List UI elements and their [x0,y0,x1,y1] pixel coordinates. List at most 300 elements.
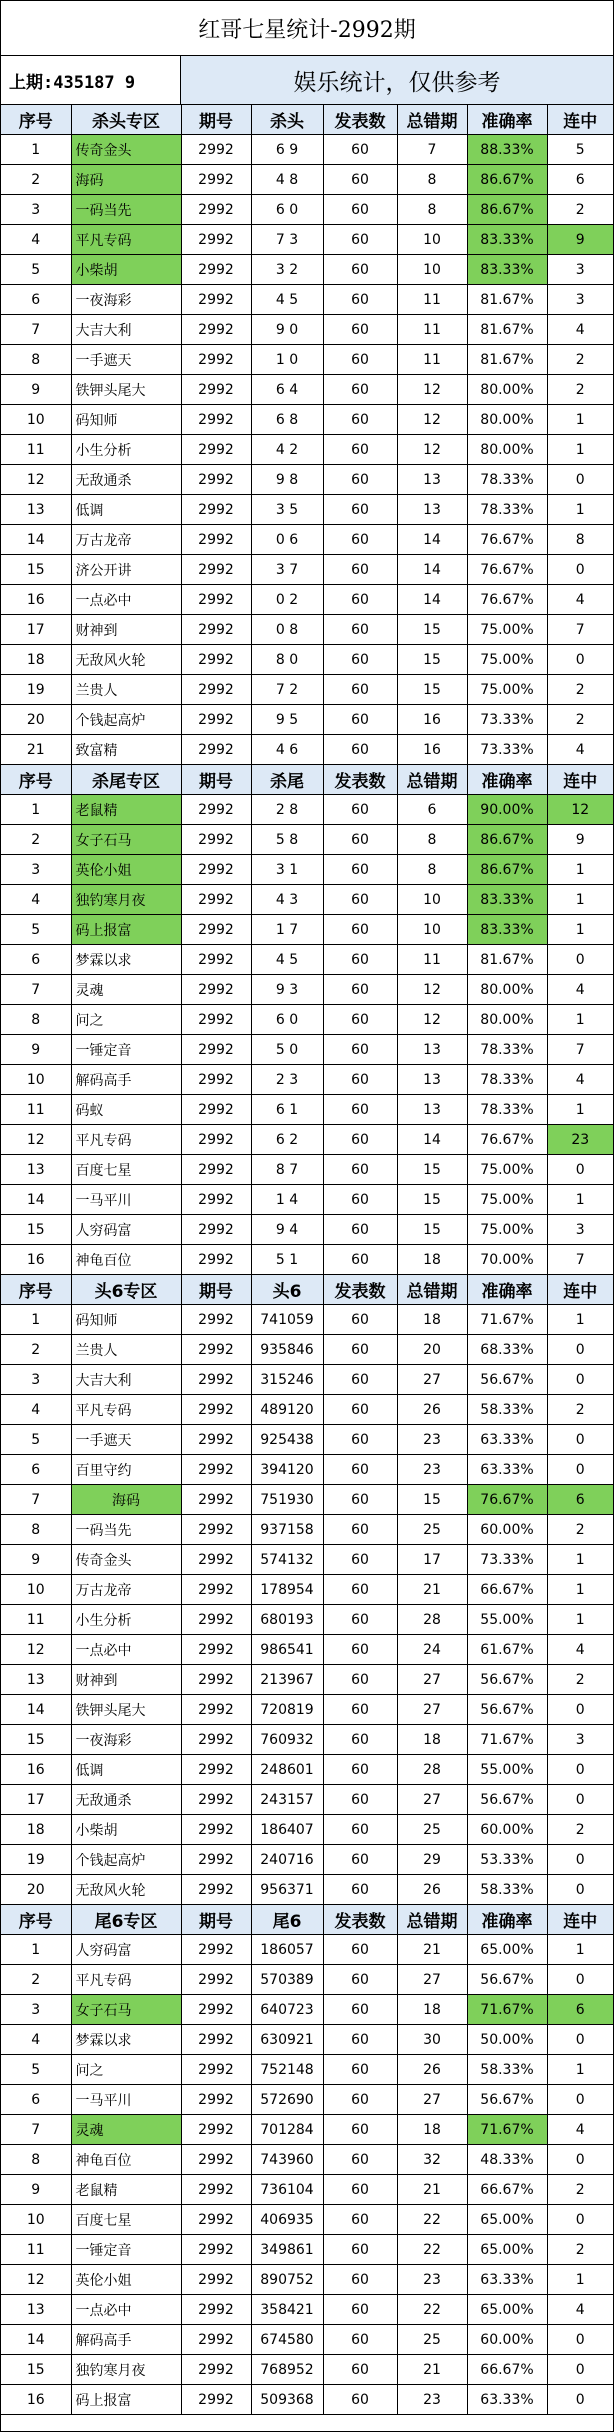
cell-streak: 0 [547,2385,613,2415]
cell-published: 60 [323,2085,397,2115]
table-row [1,825,613,855]
cell-published: 60 [323,495,397,525]
cell-misses: 10 [397,225,467,255]
cell-streak: 0 [547,1845,613,1875]
cell-issue: 2992 [181,1845,251,1875]
cell-streak: 1 [547,1935,613,1965]
cell-name: 平凡专码 [71,1395,181,1425]
cell-pick: 6 4 [251,375,323,405]
cell-published: 60 [323,2355,397,2385]
cell-name: 海码 [71,165,181,195]
cell-name: 平凡专码 [71,225,181,255]
cell-misses: 30 [397,2025,467,2055]
cell-name: 码上报富 [71,2385,181,2415]
cell-issue: 2992 [181,705,251,735]
cell-issue: 2992 [181,495,251,525]
cell-issue: 2992 [181,615,251,645]
table-row [1,1155,613,1185]
table-row [1,2115,613,2145]
cell-streak: 1 [547,915,613,945]
table-row [1,1755,613,1785]
cell-accuracy: 63.33% [467,2385,547,2415]
cell-streak: 2 [547,375,613,405]
cell-streak: 2 [547,1815,613,1845]
cell-pick: 986541 [251,1635,323,1665]
cell-pick: 768952 [251,2355,323,2385]
cell-name: 致富精 [71,735,181,765]
table-row [1,1005,613,1035]
cell-streak: 2 [547,2175,613,2205]
section-header-row [1,105,613,135]
cell-issue: 2992 [181,2115,251,2145]
cell-name: 海码 [71,1485,181,1515]
table-row [1,345,613,375]
table-row [1,1485,613,1515]
cell-streak: 1 [547,885,613,915]
cell-published: 60 [323,1365,397,1395]
table-row [1,1575,613,1605]
cell-index: 15 [1,555,71,585]
header-accuracy: 准确率 [467,1905,547,1935]
table-row [1,795,613,825]
cell-pick: 406935 [251,2205,323,2235]
cell-pick: 4 8 [251,165,323,195]
cell-name: 人穷码富 [71,1215,181,1245]
cell-published: 60 [323,1605,397,1635]
cell-accuracy: 60.00% [467,2325,547,2355]
cell-pick: 9 4 [251,1215,323,1245]
cell-published: 60 [323,405,397,435]
table-row [1,2265,613,2295]
table-row [1,1305,613,1335]
cell-accuracy: 90.00% [467,795,547,825]
cell-pick: 674580 [251,2325,323,2355]
cell-index: 9 [1,2175,71,2205]
cell-name: 小柴胡 [71,1815,181,1845]
cell-name: 小生分析 [71,435,181,465]
cell-index: 15 [1,1725,71,1755]
table-row [1,1605,613,1635]
cell-misses: 16 [397,705,467,735]
cell-accuracy: 53.33% [467,1845,547,1875]
cell-index: 6 [1,1455,71,1485]
cell-streak: 0 [547,1155,613,1185]
cell-accuracy: 73.33% [467,1545,547,1575]
cell-pick: 7 2 [251,675,323,705]
cell-accuracy: 58.33% [467,1395,547,1425]
cell-streak: 1 [547,405,613,435]
cell-streak: 1 [547,1575,613,1605]
cell-pick: 743960 [251,2145,323,2175]
section-header-row [1,765,613,795]
table-row [1,2025,613,2055]
cell-misses: 21 [397,1575,467,1605]
cell-published: 60 [323,345,397,375]
table-row [1,1065,613,1095]
cell-issue: 2992 [181,1035,251,1065]
cell-index: 11 [1,1605,71,1635]
cell-misses: 24 [397,1635,467,1665]
cell-accuracy: 56.67% [467,2085,547,2115]
cell-pick: 9 3 [251,975,323,1005]
cell-index: 6 [1,2085,71,2115]
cell-accuracy: 58.33% [467,2055,547,2085]
table-row [1,1035,613,1065]
cell-name: 无敌通杀 [71,465,181,495]
cell-index: 7 [1,1485,71,1515]
cell-issue: 2992 [181,1875,251,1905]
cell-index: 12 [1,2265,71,2295]
table-row [1,1335,613,1365]
cell-accuracy: 71.67% [467,2115,547,2145]
cell-issue: 2992 [181,1695,251,1725]
table-row [1,375,613,405]
header-issue: 期号 [181,105,251,135]
cell-name: 个钱起高炉 [71,705,181,735]
table-row [1,2385,613,2415]
cell-misses: 23 [397,1425,467,1455]
cell-pick: 736104 [251,2175,323,2205]
cell-accuracy: 88.33% [467,135,547,165]
cell-issue: 2992 [181,1665,251,1695]
cell-accuracy: 76.67% [467,1125,547,1155]
cell-index: 16 [1,1245,71,1275]
cell-streak: 1 [547,2055,613,2085]
cell-misses: 23 [397,1455,467,1485]
cell-streak: 0 [547,2325,613,2355]
cell-published: 60 [323,1395,397,1425]
cell-name: 兰贵人 [71,1335,181,1365]
cell-index: 14 [1,525,71,555]
cell-index: 2 [1,1335,71,1365]
cell-name: 问之 [71,2055,181,2085]
cell-misses: 23 [397,2385,467,2415]
table-row [1,2205,613,2235]
table-row [1,1845,613,1875]
cell-accuracy: 78.33% [467,1065,547,1095]
cell-issue: 2992 [181,735,251,765]
cell-misses: 21 [397,1935,467,1965]
cell-index: 4 [1,885,71,915]
cell-misses: 14 [397,525,467,555]
table-row [1,585,613,615]
cell-streak: 0 [547,2355,613,2385]
cell-index: 3 [1,1995,71,2025]
cell-pick: 5 1 [251,1245,323,1275]
cell-index: 19 [1,675,71,705]
cell-misses: 15 [397,1485,467,1515]
cell-name: 一锤定音 [71,2235,181,2265]
cell-name: 梦霖以求 [71,2025,181,2055]
cell-issue: 2992 [181,555,251,585]
cell-issue: 2992 [181,1935,251,1965]
cell-misses: 27 [397,1965,467,1995]
cell-name: 大吉大利 [71,315,181,345]
cell-published: 60 [323,2055,397,2085]
cell-misses: 15 [397,675,467,705]
cell-misses: 8 [397,855,467,885]
cell-published: 60 [323,1485,397,1515]
cell-pick: 6 0 [251,1005,323,1035]
cell-published: 60 [323,1095,397,1125]
table-row [1,1365,613,1395]
cell-pick: 9 0 [251,315,323,345]
cell-issue: 2992 [181,375,251,405]
cell-pick: 489120 [251,1395,323,1425]
cell-index: 17 [1,1785,71,1815]
cell-misses: 11 [397,285,467,315]
cell-accuracy: 81.67% [467,285,547,315]
cell-published: 60 [323,1845,397,1875]
cell-streak: 0 [547,2145,613,2175]
cell-misses: 28 [397,1605,467,1635]
cell-published: 60 [323,945,397,975]
header-misses: 总错期 [397,1275,467,1305]
cell-published: 60 [323,1995,397,2025]
cell-accuracy: 66.67% [467,2175,547,2205]
cell-name: 兰贵人 [71,675,181,705]
cell-pick: 890752 [251,2265,323,2295]
cell-index: 4 [1,2025,71,2055]
cell-index: 11 [1,1095,71,1125]
cell-published: 60 [323,285,397,315]
cell-name: 小生分析 [71,1605,181,1635]
section-header-row [1,1905,613,1935]
cell-misses: 26 [397,1875,467,1905]
cell-name: 女子石马 [71,825,181,855]
cell-accuracy: 86.67% [467,825,547,855]
table-row [1,2175,613,2205]
cell-misses: 18 [397,1245,467,1275]
cell-accuracy: 66.67% [467,2355,547,2385]
cell-name: 平凡专码 [71,1125,181,1155]
table-row [1,195,613,225]
cell-index: 8 [1,2145,71,2175]
header-index: 序号 [1,765,71,795]
cell-index: 13 [1,1665,71,1695]
cell-pick: 8 0 [251,645,323,675]
cell-issue: 2992 [181,645,251,675]
table-row [1,1515,613,1545]
cell-streak: 0 [547,1965,613,1995]
cell-index: 8 [1,1005,71,1035]
cell-name: 码上报富 [71,915,181,945]
cell-streak: 2 [547,675,613,705]
cell-misses: 25 [397,1515,467,1545]
cell-name: 铁钾头尾大 [71,1695,181,1725]
cell-issue: 2992 [181,525,251,555]
cell-streak: 0 [547,2025,613,2055]
table-row [1,315,613,345]
cell-published: 60 [323,1785,397,1815]
cell-name: 传奇金头 [71,135,181,165]
table-row [1,915,613,945]
cell-pick: 1 7 [251,915,323,945]
cell-pick: 2 3 [251,1065,323,1095]
header-streak: 连中 [547,105,613,135]
cell-pick: 5 8 [251,825,323,855]
cell-published: 60 [323,585,397,615]
cell-misses: 12 [397,375,467,405]
cell-misses: 14 [397,585,467,615]
cell-pick: 760932 [251,1725,323,1755]
cell-published: 60 [323,735,397,765]
cell-accuracy: 75.00% [467,645,547,675]
cell-issue: 2992 [181,2235,251,2265]
cell-pick: 240716 [251,1845,323,1875]
header-index: 序号 [1,105,71,135]
cell-published: 60 [323,2295,397,2325]
cell-issue: 2992 [181,255,251,285]
cell-name: 灵魂 [71,2115,181,2145]
cell-published: 60 [323,1965,397,1995]
cell-pick: 9 8 [251,465,323,495]
cell-misses: 11 [397,945,467,975]
cell-streak: 4 [547,585,613,615]
header-pick: 头6 [251,1275,323,1305]
cell-published: 60 [323,1545,397,1575]
cell-issue: 2992 [181,1215,251,1245]
cell-published: 60 [323,465,397,495]
cell-accuracy: 83.33% [467,255,547,285]
cell-index: 16 [1,585,71,615]
cell-issue: 2992 [181,465,251,495]
cell-issue: 2992 [181,1995,251,2025]
table-row [1,1815,613,1845]
cell-streak: 1 [547,1005,613,1035]
table-row [1,2055,613,2085]
cell-accuracy: 86.67% [467,165,547,195]
cell-misses: 12 [397,435,467,465]
header-accuracy: 准确率 [467,105,547,135]
cell-published: 60 [323,1065,397,1095]
cell-issue: 2992 [181,2385,251,2415]
cell-name: 一码当先 [71,1515,181,1545]
cell-issue: 2992 [181,1575,251,1605]
cell-issue: 2992 [181,2085,251,2115]
cell-pick: 4 5 [251,945,323,975]
cell-streak: 0 [547,555,613,585]
cell-issue: 2992 [181,1545,251,1575]
cell-index: 12 [1,1125,71,1155]
cell-published: 60 [323,1425,397,1455]
cell-misses: 25 [397,1815,467,1845]
cell-published: 60 [323,1215,397,1245]
cell-published: 60 [323,885,397,915]
cell-published: 60 [323,795,397,825]
cell-index: 15 [1,1215,71,1245]
cell-streak: 0 [547,1365,613,1395]
cell-pick: 394120 [251,1455,323,1485]
cell-streak: 2 [547,1395,613,1425]
cell-streak: 7 [547,1245,613,1275]
cell-accuracy: 78.33% [467,1095,547,1125]
cell-accuracy: 71.67% [467,1995,547,2025]
cell-pick: 8 7 [251,1155,323,1185]
cell-published: 60 [323,375,397,405]
cell-index: 6 [1,945,71,975]
cell-misses: 27 [397,2085,467,2115]
cell-issue: 2992 [181,1305,251,1335]
cell-accuracy: 75.00% [467,615,547,645]
cell-published: 60 [323,2265,397,2295]
cell-accuracy: 66.67% [467,1575,547,1605]
cell-pick: 751930 [251,1485,323,1515]
cell-accuracy: 50.00% [467,2025,547,2055]
table-row [1,285,613,315]
table-row [1,615,613,645]
table-row [1,405,613,435]
cell-name: 财神到 [71,615,181,645]
cell-streak: 4 [547,2295,613,2325]
cell-streak: 3 [547,285,613,315]
cell-streak: 0 [547,465,613,495]
cell-name: 万古龙帝 [71,1575,181,1605]
table-row [1,735,613,765]
cell-index: 1 [1,1305,71,1335]
cell-index: 2 [1,165,71,195]
cell-misses: 13 [397,1095,467,1125]
cell-misses: 32 [397,2145,467,2175]
cell-pick: 9 5 [251,705,323,735]
header-name: 杀尾专区 [71,765,181,795]
cell-misses: 21 [397,2175,467,2205]
cell-name: 女子石马 [71,1995,181,2025]
cell-issue: 2992 [181,2265,251,2295]
cell-published: 60 [323,1515,397,1545]
cell-name: 神龟百位 [71,1245,181,1275]
cell-streak: 7 [547,615,613,645]
header-name: 杀头专区 [71,105,181,135]
cell-accuracy: 63.33% [467,1455,547,1485]
cell-misses: 12 [397,1005,467,1035]
cell-misses: 6 [397,795,467,825]
stats-table [1,105,613,2415]
cell-misses: 13 [397,1065,467,1095]
cell-misses: 15 [397,1215,467,1245]
cell-issue: 2992 [181,1245,251,1275]
cell-issue: 2992 [181,585,251,615]
cell-published: 60 [323,2115,397,2145]
cell-name: 低调 [71,495,181,525]
cell-pick: 315246 [251,1365,323,1395]
cell-pick: 925438 [251,1425,323,1455]
disclaimer-banner: 娱乐统计，仅供参考 [181,56,613,104]
cell-index: 13 [1,2295,71,2325]
cell-pick: 935846 [251,1335,323,1365]
cell-issue: 2992 [181,1095,251,1125]
cell-accuracy: 81.67% [467,345,547,375]
table-row [1,855,613,885]
cell-index: 8 [1,345,71,375]
cell-published: 60 [323,1875,397,1905]
cell-name: 解码高手 [71,1065,181,1095]
cell-name: 独钓寒月夜 [71,885,181,915]
cell-streak: 23 [547,1125,613,1155]
cell-accuracy: 78.33% [467,1035,547,1065]
cell-index: 6 [1,285,71,315]
cell-misses: 11 [397,315,467,345]
cell-accuracy: 76.67% [467,585,547,615]
cell-misses: 7 [397,135,467,165]
cell-issue: 2992 [181,1455,251,1485]
cell-misses: 10 [397,885,467,915]
cell-issue: 2992 [181,135,251,165]
cell-published: 60 [323,615,397,645]
cell-pick: 6 2 [251,1125,323,1155]
cell-index: 5 [1,1425,71,1455]
table-row [1,1125,613,1155]
